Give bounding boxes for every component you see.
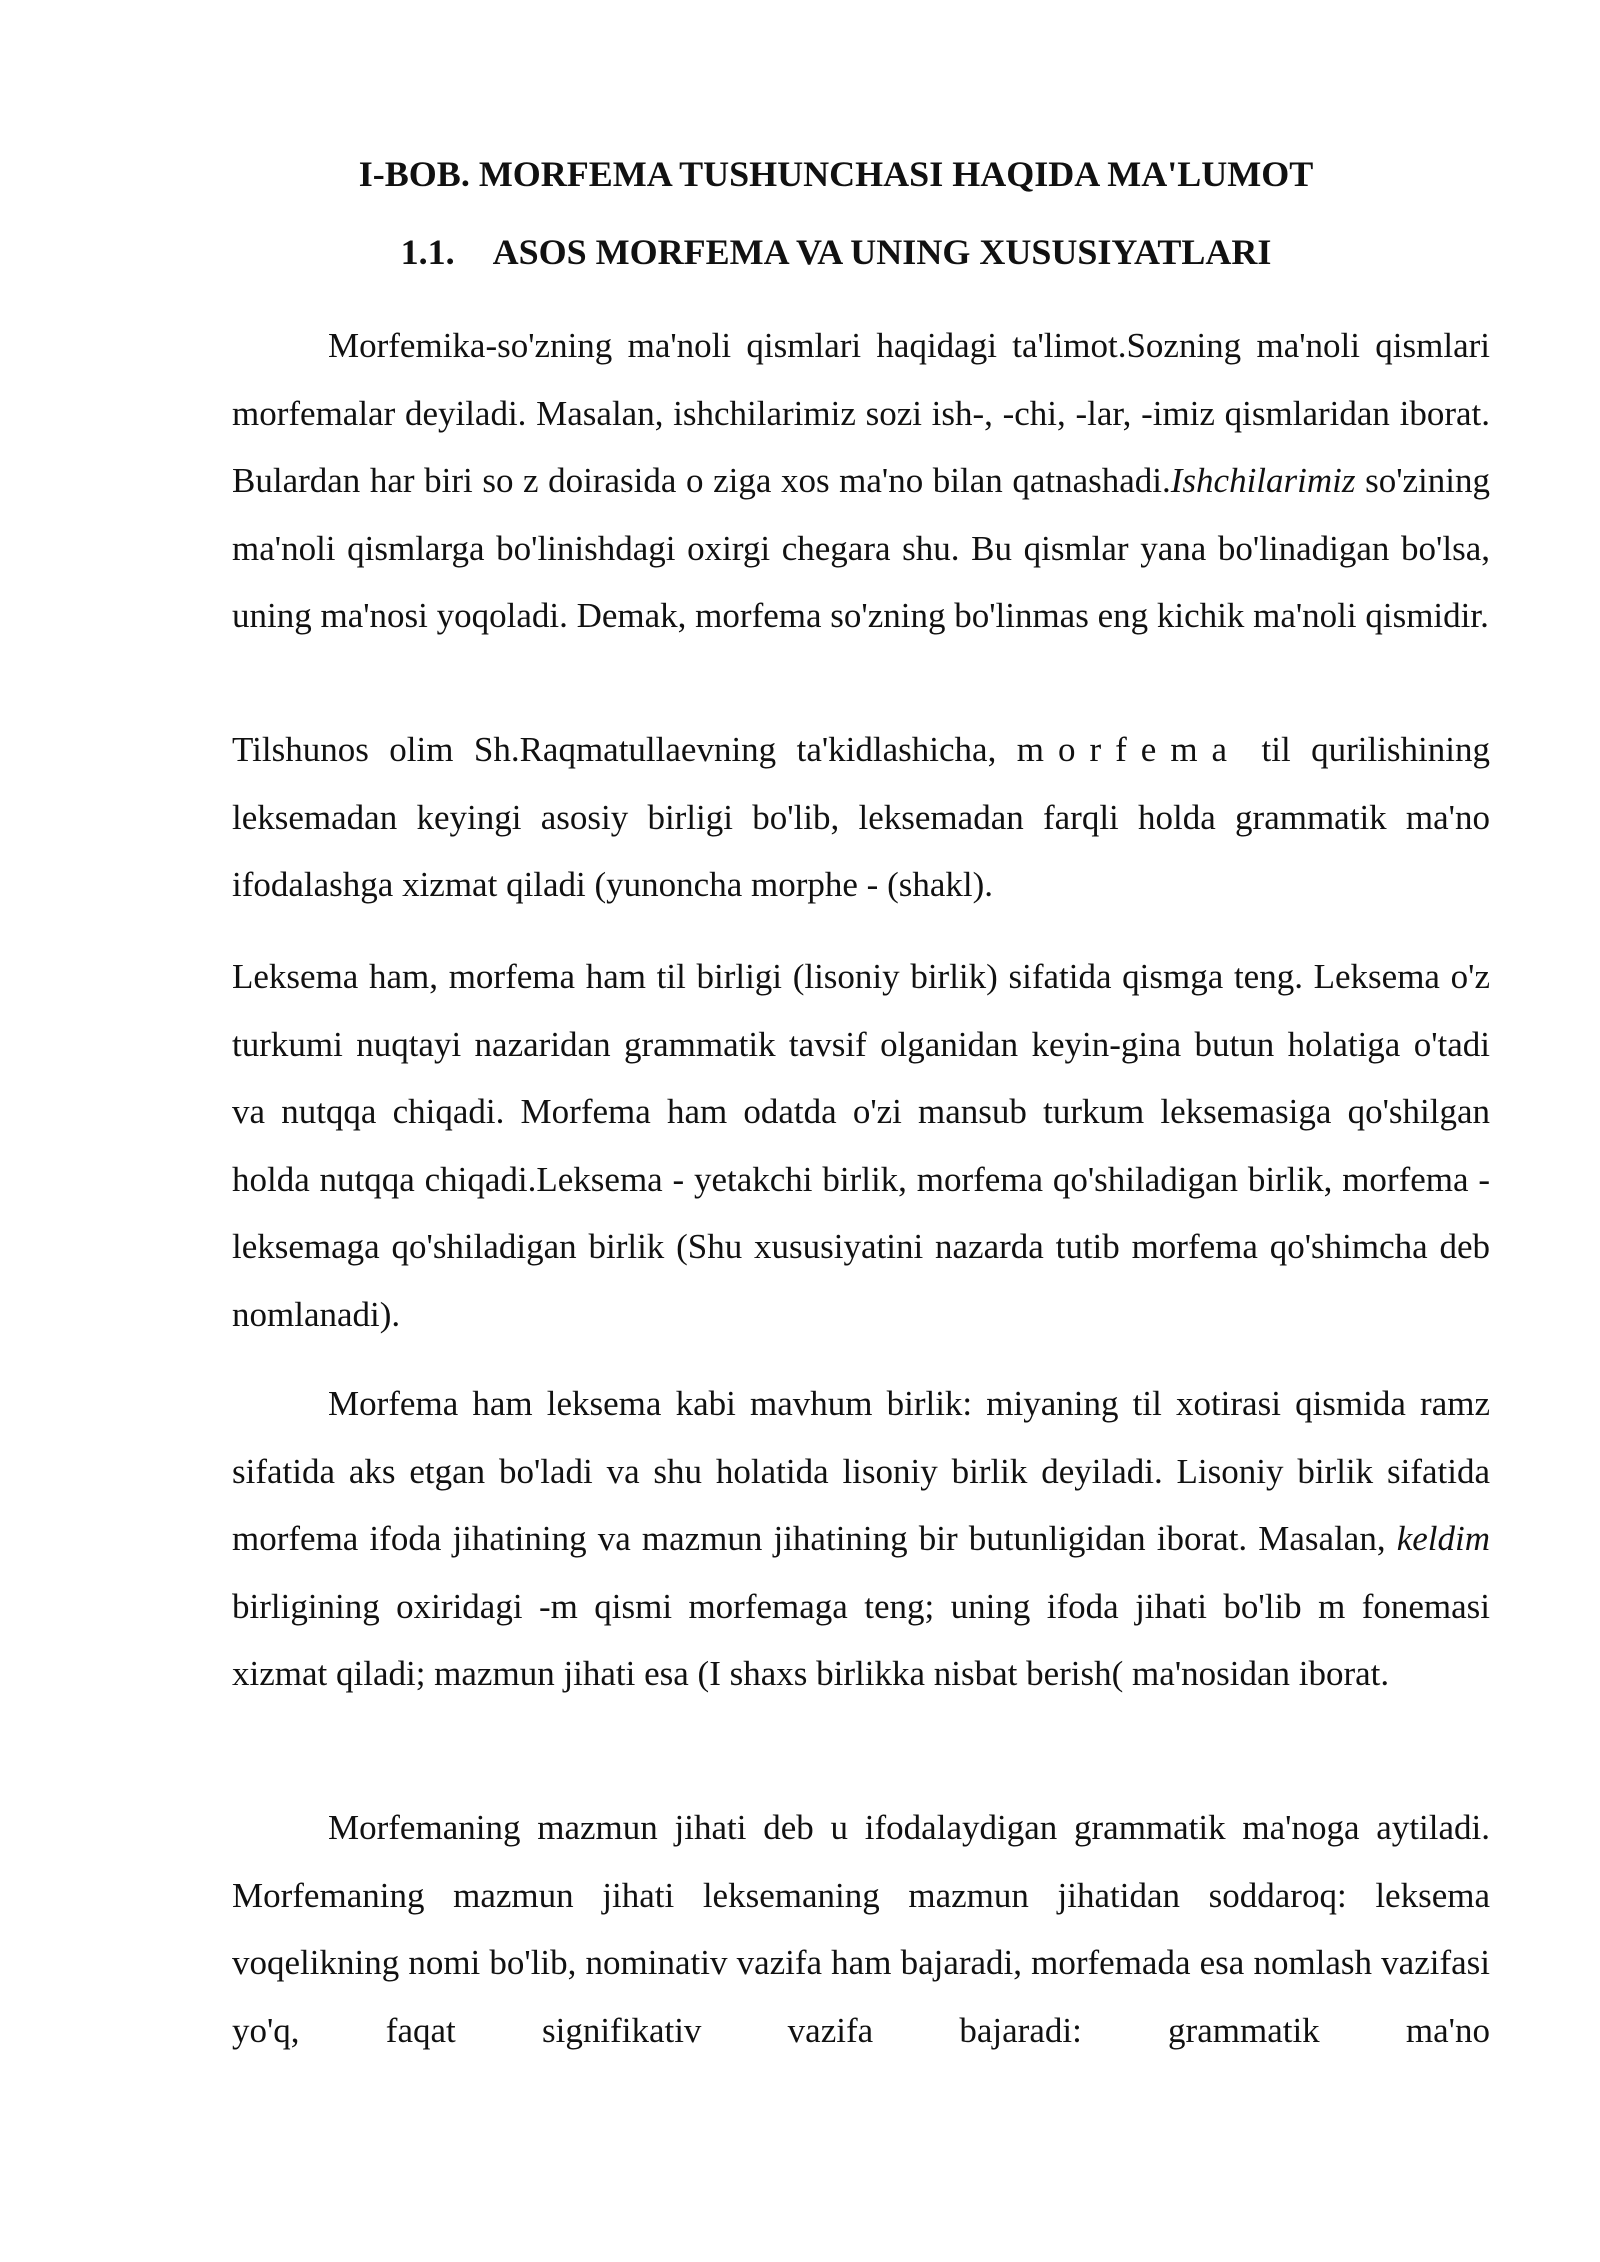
italic-term: Ishchilarimiz	[1170, 461, 1356, 500]
chapter-title: I-BOB. MORFEMA TUSHUNCHASI HAQIDA MA'LUMOT	[358, 154, 1314, 194]
paragraph-content-aspect: Morfemaning mazmun jihati deb u ifodalaydigan grammatik ma'noga aytiladi. Morfemaning mazmun jihati leksemaning mazmun jihatidan soddaroq: leksema voqelikning nomi bo'lib, nominativ vazifa ham bajaradi, morfemada esa nomlash vazifasi yo'q, faqat signifikativ vazifa bajaradi: grammatik ma'no	[232, 1808, 1490, 2050]
italic-term: keldim	[1396, 1519, 1490, 1558]
spaced-term: morfema	[1016, 730, 1242, 769]
paragraph-text: Morfema ham leksema kabi mavhum birlik: miyaning til xotirasi qismida ramz sifatida aks etgan bo'ladi va shu holatida lisoniy birlik deyiladi. Lisoniy birlik sifatida morfema ifoda jihatining va mazmun jihatining bir butunligidan iborat. Masalan,	[232, 1384, 1490, 1558]
section-number: 1.1.	[400, 232, 455, 272]
paragraph-abstract-unit	[232, 1370, 1490, 1708]
paragraph-morfemika-definition	[232, 312, 1490, 650]
paragraph-text: til qurilishining leksemadan keyingi asosiy birligi bo'lib, leksemadan farqli holda grammatik ma'no ifodalashga xizmat qiladi (yunoncha morphe - (shakl).	[232, 730, 1490, 904]
paragraph-text: Morfemika-so'zning ma'noli qismlari haqidagi ta'limot.Sozning ma'noli qismlari morfemalar deyiladi. Masalan, ishchilarimiz sozi ish-, -chi, -lar, -imiz qismlaridan iborat. Bulardan har biri so z doirasida o ziga xos ma'no bilan qatnashadi.	[232, 326, 1490, 500]
paragraph-text: birligining oxiridagi -m qismi morfemaga teng; uning ifoda jihati bo'lib m fonemasi xizmat qiladi; mazmun jihati esa (I shaxs birlikka nisbat berish( ma'nosidan iborat.	[232, 1586, 1490, 1693]
paragraph-leksema-morfema: Leksema ham, morfema ham til birligi (lisoniy birlik) sifatida qismga teng. Leksema o'z turkumi nuqtayi nazaridan grammatik tavsif olganidan keyin-gina butun holatiga o'tadi va nutqqa chiqadi. Morfema ham odatda o'zi mansub turkum leksemasiga qo'shilgan holda nutqqa chiqadi.Leksema - yetakchi birlik, morfema qo'shiladigan birlik, morfema - leksemaga qo'shiladigan birlik (Shu xususiyatini nazarda tutib morfema qo'shimcha deb nomlanadi).	[232, 957, 1490, 1334]
paragraph-raqmatullaev-definition	[232, 716, 1490, 919]
section-title	[36, 230, 1600, 274]
paragraph-text: Tilshunos olim Sh.Raqmatullaevning ta'kidlashicha,	[232, 730, 1017, 769]
paragraph-text: so'zining ma'noli qismlarga bo'linishdagi oxirgi chegara shu. Bu qismlar yana bo'linadigan bo'lsa, uning ma'nosi yoqoladi. Demak, morfema so'zning bo'linmas eng kichik ma'noli qismidir.	[232, 461, 1490, 635]
section-title-text: ASOS MORFEMA VA UNING XUSUSIYATLARI	[492, 232, 1272, 272]
